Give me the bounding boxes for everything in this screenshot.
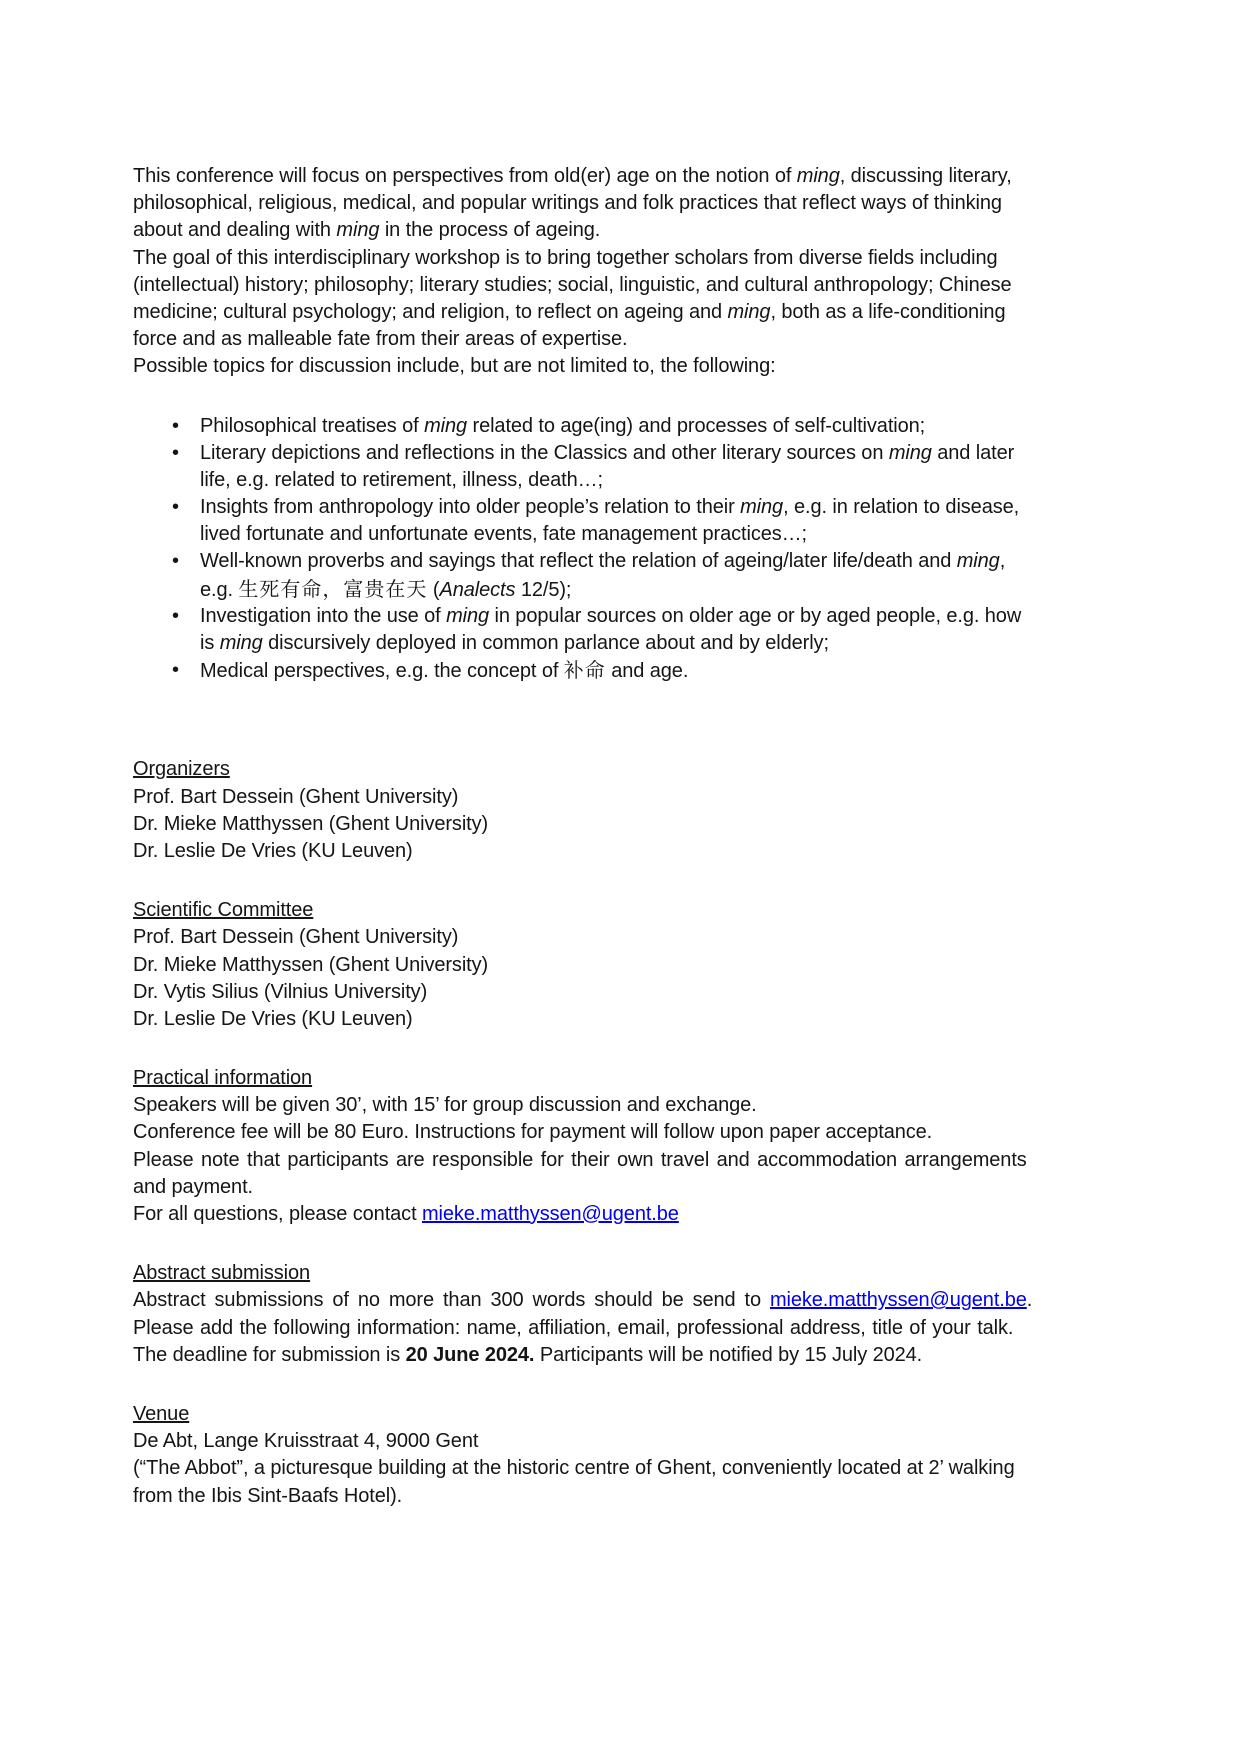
text-run: Prof. Bart Dessein (Ghent University) [133,785,459,808]
text-run: Abstract submissions of no more than 300 words should be send to [133,1289,770,1312]
text-run: ming [424,414,468,437]
text-run: Dr. Mieke Matthyssen (Ghent University) [133,812,489,835]
text-run: Analects [439,578,516,601]
text-run: in popular sources on older age or by aged people, e.g. how [489,604,1022,627]
text-run: ming [956,550,1000,573]
text-run: and later [931,441,1015,464]
text-run: ming [888,441,932,464]
bullet-text [200,657,688,684]
venue-heading: Venue [133,1402,190,1425]
text-line [133,1455,1123,1482]
cjk-text: 生死有命，富贵在天 [238,576,428,601]
abstract-submission-text [133,1287,1123,1369]
text-run: medicine; cultural psychology; and religion, to reflect on ageing and [133,300,728,323]
text-line [133,1315,1123,1342]
text-line [133,924,1123,951]
text-run: Well-known proverbs and sayings that reflect the relation of ageing/later life/death and [200,550,957,573]
intro-paragraph-1 [133,163,1123,245]
text-run: Conference fee will be 80 Euro. Instructions for payment will follow upon paper acceptance. [133,1121,933,1144]
bullet-icon [133,548,200,602]
bullet-icon [133,494,200,548]
text-run: , [999,550,1006,573]
text-line [200,657,688,684]
text-line [133,272,1123,299]
section-venue [133,1401,1123,1510]
bullet-text [200,603,1021,657]
text-run: (“The Abbot”, a picturesque building at the historic centre of Ghent, conveniently located at 2’ walking [133,1457,1015,1480]
text-run: is [200,632,220,655]
text-run: Insights from anthropology into older people’s relation to their [200,496,741,519]
cjk-text: 补命 [563,658,606,683]
text-run: Speakers will be given 30’, with 15’ for group discussion and exchange. [133,1094,757,1117]
text-run: Please note that participants are responsible for their own travel and accommodation arrangements [133,1148,1027,1171]
text-line [133,353,1123,380]
text-line [200,603,1021,630]
text-run: ming [336,219,380,242]
text-run: , both as a life-conditioning [770,300,1006,323]
text-line [200,467,1014,494]
bullet-icon [133,603,200,657]
scientific-committee-list [133,924,1123,1033]
text-run: life, e.g. related to retirement, illness, death…; [200,468,603,491]
text-run: ming [219,632,263,655]
text-run: Dr. Mieke Matthyssen (Ghent University) [133,953,489,976]
bullet-item [133,603,1123,657]
text-line [133,299,1123,326]
text-run: ming [446,604,490,627]
text-run: philosophical, religious, medical, and popular writings and folk practices that reflect ways of thinking [133,192,1002,215]
text-line [133,1174,1123,1201]
text-line [133,326,1123,353]
practical-information-text [133,1092,1123,1228]
text-run: De Abt, Lange Kruisstraat 4, 9000 Gent [133,1430,479,1453]
text-run: The deadline for submission is [133,1343,406,1366]
text-line [200,521,1019,548]
topics-list [133,413,1123,685]
text-line [133,1092,1123,1119]
text-run: The goal of this interdisciplinary workshop is to bring together scholars from diverse fields including [133,246,998,269]
text-run: in the process of ageing. [379,219,601,242]
intro-paragraph-3 [133,353,1123,380]
bullet-item [133,657,1123,684]
document-content [133,163,1123,1510]
text-line [133,1287,1123,1314]
intro-paragraph-2 [133,245,1123,354]
text-line [133,952,1123,979]
section-practical-information [133,1065,1123,1228]
text-run: (intellectual) history; philosophy; literary studies; social, linguistic, and cultural anthropology; Chinese [133,273,1012,296]
text-run: , discussing literary, [839,165,1012,187]
text-line [133,1342,1123,1369]
text-run: 20 June 2024. [405,1343,535,1366]
text-run: , e.g. in relation to disease, [783,496,1020,519]
text-line [200,413,925,440]
bullet-text [200,440,1014,494]
bullet-item [133,494,1123,548]
text-line [133,1428,1123,1455]
text-line [133,838,1123,865]
text-run: For all questions, please contact [133,1203,422,1226]
email-link[interactable]: mieke.matthyssen@ugent.be [769,1289,1027,1312]
text-line [133,811,1123,838]
text-line [200,576,1005,603]
organizers-heading: Organizers [133,758,230,781]
text-run: from the Ibis Sint-Baafs Hotel). [133,1484,403,1507]
text-run: This conference will focus on perspectives from old(er) age on the notion of [133,165,797,187]
bullet-item [133,548,1123,602]
text-run: ( [427,578,440,601]
scientific-committee-heading: Scientific Committee [133,899,314,922]
venue-text [133,1428,1123,1510]
text-line [133,1147,1123,1174]
bullet-text [200,413,925,440]
text-run: ming [740,496,784,519]
bullet-icon [133,440,200,494]
text-line [133,190,1123,217]
bullet-icon [133,413,200,440]
text-run: lived fortunate and unfortunate events, fate management practices…; [200,523,808,546]
text-line [200,440,1014,467]
abstract-submission-heading: Abstract submission [133,1262,311,1285]
text-run: Literary depictions and reflections in the Classics and other literary sources on [200,441,889,464]
text-line [133,784,1123,811]
text-line [133,217,1123,244]
text-run: Medical perspectives, e.g. the concept of [200,660,564,683]
text-run: e.g. [200,578,239,601]
text-line [133,1119,1123,1146]
text-run: Please add the following information: name, affiliation, email, professional address, title of your talk. [133,1316,1014,1339]
text-run: Prof. Bart Dessein (Ghent University) [133,926,459,949]
text-line [133,163,1123,190]
text-line [133,245,1123,272]
bullet-icon [133,657,200,684]
text-run: Dr. Leslie De Vries (KU Leuven) [133,839,413,862]
bullet-text [200,548,1005,602]
text-run: about and dealing with [133,219,337,242]
bullet-item [133,440,1123,494]
text-run: Participants will be notified by 15 July 2024. [534,1343,923,1366]
text-run: Dr. Leslie De Vries (KU Leuven) [133,1007,413,1030]
bullet-item [133,413,1123,440]
section-organizers [133,756,1123,865]
section-abstract-submission [133,1260,1123,1369]
section-scientific-committee [133,897,1123,1033]
organizers-list [133,784,1123,866]
text-run: and age. [605,660,689,683]
text-run: . [1026,1289,1033,1312]
text-run: discursively deployed in common parlance about and by elderly; [262,632,829,655]
bullet-text [200,494,1019,548]
practical-information-heading: Practical information [133,1067,313,1090]
text-line [133,1201,1123,1228]
text-run: 12/5); [515,578,572,601]
text-line [133,1006,1123,1033]
text-run: Investigation into the use of [200,604,447,627]
text-run: Philosophical treatises of [200,414,425,437]
text-run: Dr. Vytis Silius (Vilnius University) [133,980,428,1003]
text-run: and payment. [133,1175,253,1198]
text-run: Possible topics for discussion include, but are not limited to, the following: [133,355,776,378]
text-run: force and as malleable fate from their areas of expertise. [133,328,628,351]
text-run: ming [796,165,840,187]
text-run: related to age(ing) and processes of self-cultivation; [467,414,926,437]
text-line [200,548,1005,575]
text-line [133,1483,1123,1510]
text-line [200,494,1019,521]
text-line [133,979,1123,1006]
text-run: ming [727,300,771,323]
text-line [200,630,1021,657]
email-link[interactable]: mieke.matthyssen@ugent.be [421,1203,679,1226]
